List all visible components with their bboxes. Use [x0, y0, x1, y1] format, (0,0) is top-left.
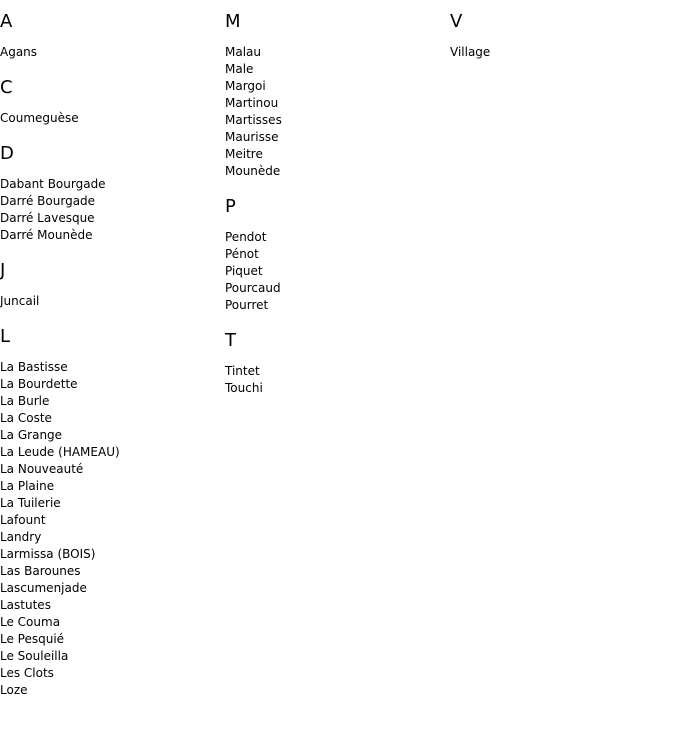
place-link[interactable]: Touchi — [225, 381, 263, 395]
letter-group — [0, 261, 220, 310]
place-link[interactable]: La Tuilerie — [0, 496, 61, 510]
place-link[interactable]: Darré Lavesque — [0, 211, 95, 225]
place-link[interactable]: Lastutes — [0, 598, 51, 612]
place-link[interactable]: Margoi — [225, 79, 266, 93]
place-link[interactable]: Male — [225, 62, 254, 76]
letter-heading: J — [0, 260, 6, 281]
place-link[interactable]: Piquet — [225, 264, 263, 278]
letter-heading: A — [0, 11, 13, 32]
place-list — [0, 176, 220, 244]
place-link[interactable]: Dabant Bourgade — [0, 177, 106, 191]
place-link[interactable]: La Leude (HAMEAU) — [0, 445, 120, 459]
letter-heading: D — [0, 143, 14, 164]
place-link[interactable]: Les Clots — [0, 666, 54, 680]
place-link[interactable]: La Nouveauté — [0, 462, 84, 476]
place-link[interactable]: Agans — [0, 45, 38, 59]
letter-heading: P — [225, 196, 236, 217]
place-link[interactable]: Le Souleilla — [0, 649, 69, 663]
letter-group — [0, 78, 220, 127]
place-link[interactable]: Le Pesquié — [0, 632, 65, 646]
place-link[interactable]: Village — [450, 45, 491, 59]
place-list — [225, 229, 445, 314]
place-link[interactable]: Pendot — [225, 230, 267, 244]
place-list — [0, 359, 220, 699]
place-link[interactable]: Coumeguèse — [0, 111, 79, 125]
letter-heading: C — [0, 77, 13, 98]
place-link[interactable]: Lascumenjade — [0, 581, 87, 595]
place-link[interactable]: Juncail — [0, 294, 40, 308]
place-link[interactable]: Pénot — [225, 247, 259, 261]
letter-heading: V — [450, 11, 463, 32]
place-link[interactable]: Maurisse — [225, 130, 279, 144]
place-link[interactable]: Mounède — [225, 164, 281, 178]
letter-heading: M — [225, 11, 241, 32]
letter-group — [0, 12, 220, 61]
place-link[interactable]: Las Barounes — [0, 564, 81, 578]
letter-group — [225, 12, 445, 180]
letter-group — [0, 144, 220, 244]
place-list — [225, 363, 445, 397]
place-link[interactable]: La Bastisse — [0, 360, 68, 374]
place-link[interactable]: Martinou — [225, 96, 279, 110]
place-link[interactable]: Pourcaud — [225, 281, 281, 295]
place-list — [450, 44, 670, 61]
letter-heading: T — [225, 330, 236, 351]
place-list — [225, 44, 445, 180]
place-list — [0, 44, 220, 61]
letter-group — [225, 331, 445, 397]
place-link[interactable]: La Coste — [0, 411, 52, 425]
place-link[interactable]: Landry — [0, 530, 42, 544]
place-link[interactable]: Martisses — [225, 113, 282, 127]
place-link[interactable]: Loze — [0, 683, 28, 697]
place-link[interactable]: Lafount — [0, 513, 46, 527]
letter-group — [0, 327, 220, 699]
place-link[interactable]: Pourret — [225, 298, 269, 312]
place-link[interactable]: La Burle — [0, 394, 50, 408]
place-list — [0, 110, 220, 127]
place-link[interactable]: Tintet — [225, 364, 260, 378]
place-link[interactable]: La Grange — [0, 428, 63, 442]
place-list — [0, 293, 220, 310]
letter-group — [225, 197, 445, 314]
place-link[interactable]: La Bourdette — [0, 377, 78, 391]
index-column-3 — [450, 0, 670, 61]
place-link[interactable]: Malau — [225, 45, 261, 59]
place-link[interactable]: Larmissa (BOIS) — [0, 547, 96, 561]
place-link[interactable]: Darré Mounède — [0, 228, 93, 242]
place-link[interactable]: La Plaine — [0, 479, 55, 493]
letter-heading: L — [0, 326, 11, 347]
place-link[interactable]: Le Couma — [0, 615, 61, 629]
place-link[interactable]: Meitre — [225, 147, 263, 161]
place-link[interactable]: Darré Bourgade — [0, 194, 96, 208]
letter-group — [450, 12, 670, 61]
index-column-2 — [225, 0, 445, 397]
index-column-1 — [0, 0, 220, 699]
